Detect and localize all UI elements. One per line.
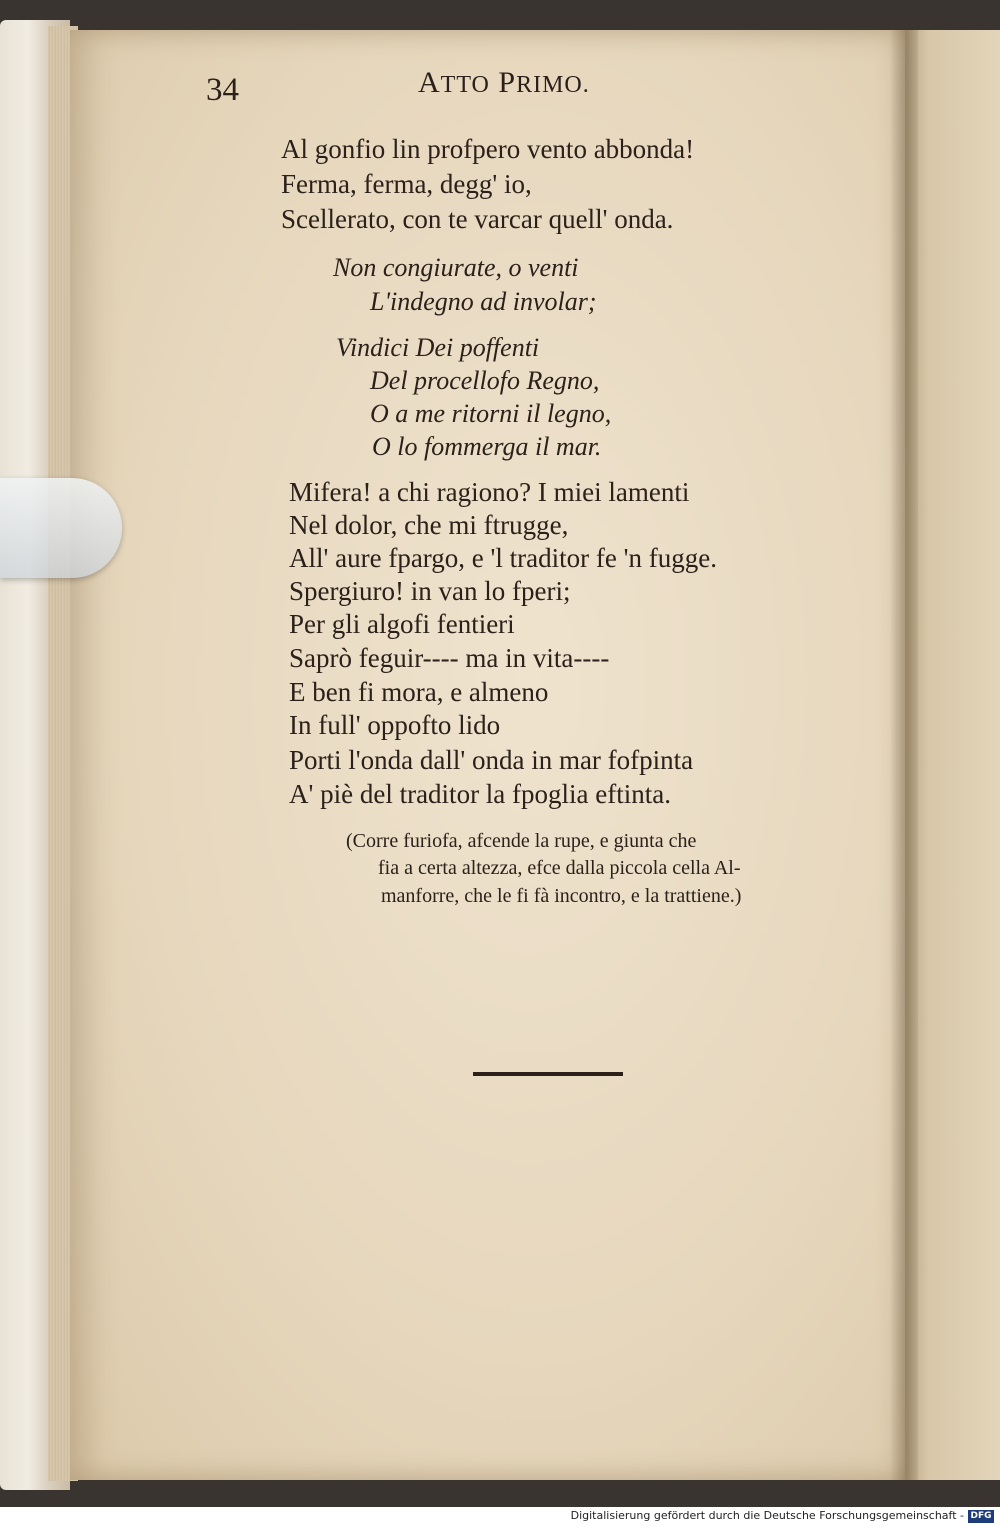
aria-line: L'indegno ad involar; <box>370 287 597 316</box>
verse-line: Per gli algofi fentieri <box>289 609 515 639</box>
verse-line: In full' oppofto lido <box>289 710 501 740</box>
aria-line: Vindici Dei poffenti <box>336 333 540 362</box>
closing-rule <box>473 1072 623 1076</box>
verse-line: Ferma, ferma, degg' io, <box>281 169 532 199</box>
stage-direction-line: (Corre furiofa, afcende la rupe, e giunta che <box>346 830 697 852</box>
stage-direction-line: fia a certa altezza, efce dalla piccola cella Al- <box>378 857 741 879</box>
verse-line: All' aure fpargo, e 'l traditor fe 'n fugge. <box>289 543 717 573</box>
stage-direction-line: manforre, che le fi fà incontro, e la trattiene.) <box>381 885 742 907</box>
verse-line: E ben fi mora, e almeno <box>289 677 549 707</box>
verse-line: Saprò feguir---- ma in vita---- <box>289 643 610 673</box>
digitization-credit: Digitalisierung gefördert durch die Deutsche Forschungsgemeinschaft - <box>570 1509 964 1522</box>
page-clip <box>0 478 122 578</box>
aria-line: Del procellofo Regno, <box>370 366 600 395</box>
verse-line: Nel dolor, che mi ftrugge, <box>289 510 569 540</box>
aria-line: Non congiurate, o venti <box>333 253 579 282</box>
aria-line: O lo fommerga il mar. <box>372 432 602 461</box>
gutter-shadow <box>890 30 918 1480</box>
verse-line: Scellerato, con te varcar quell' onda. <box>281 204 674 234</box>
page-number: 34 <box>206 72 239 108</box>
aria-line: O a me ritorni il legno, <box>370 399 612 428</box>
running-title: ATTO PRIMO. <box>418 66 590 99</box>
verse-line: Mifera! a chi ragiono? I miei lamenti <box>289 477 690 507</box>
dfg-logo: DFG <box>968 1510 994 1523</box>
verse-line: A' piè del traditor la fpoglia eftinta. <box>289 779 671 809</box>
facing-page-edge <box>905 30 1000 1480</box>
verse-line: Porti l'onda dall' onda in mar fofpinta <box>289 745 694 775</box>
verse-line: Al gonfio lin profpero vento abbonda! <box>281 134 695 164</box>
footer-bar <box>0 1507 1000 1527</box>
verse-line: Spergiuro! in van lo fperi; <box>289 576 571 606</box>
